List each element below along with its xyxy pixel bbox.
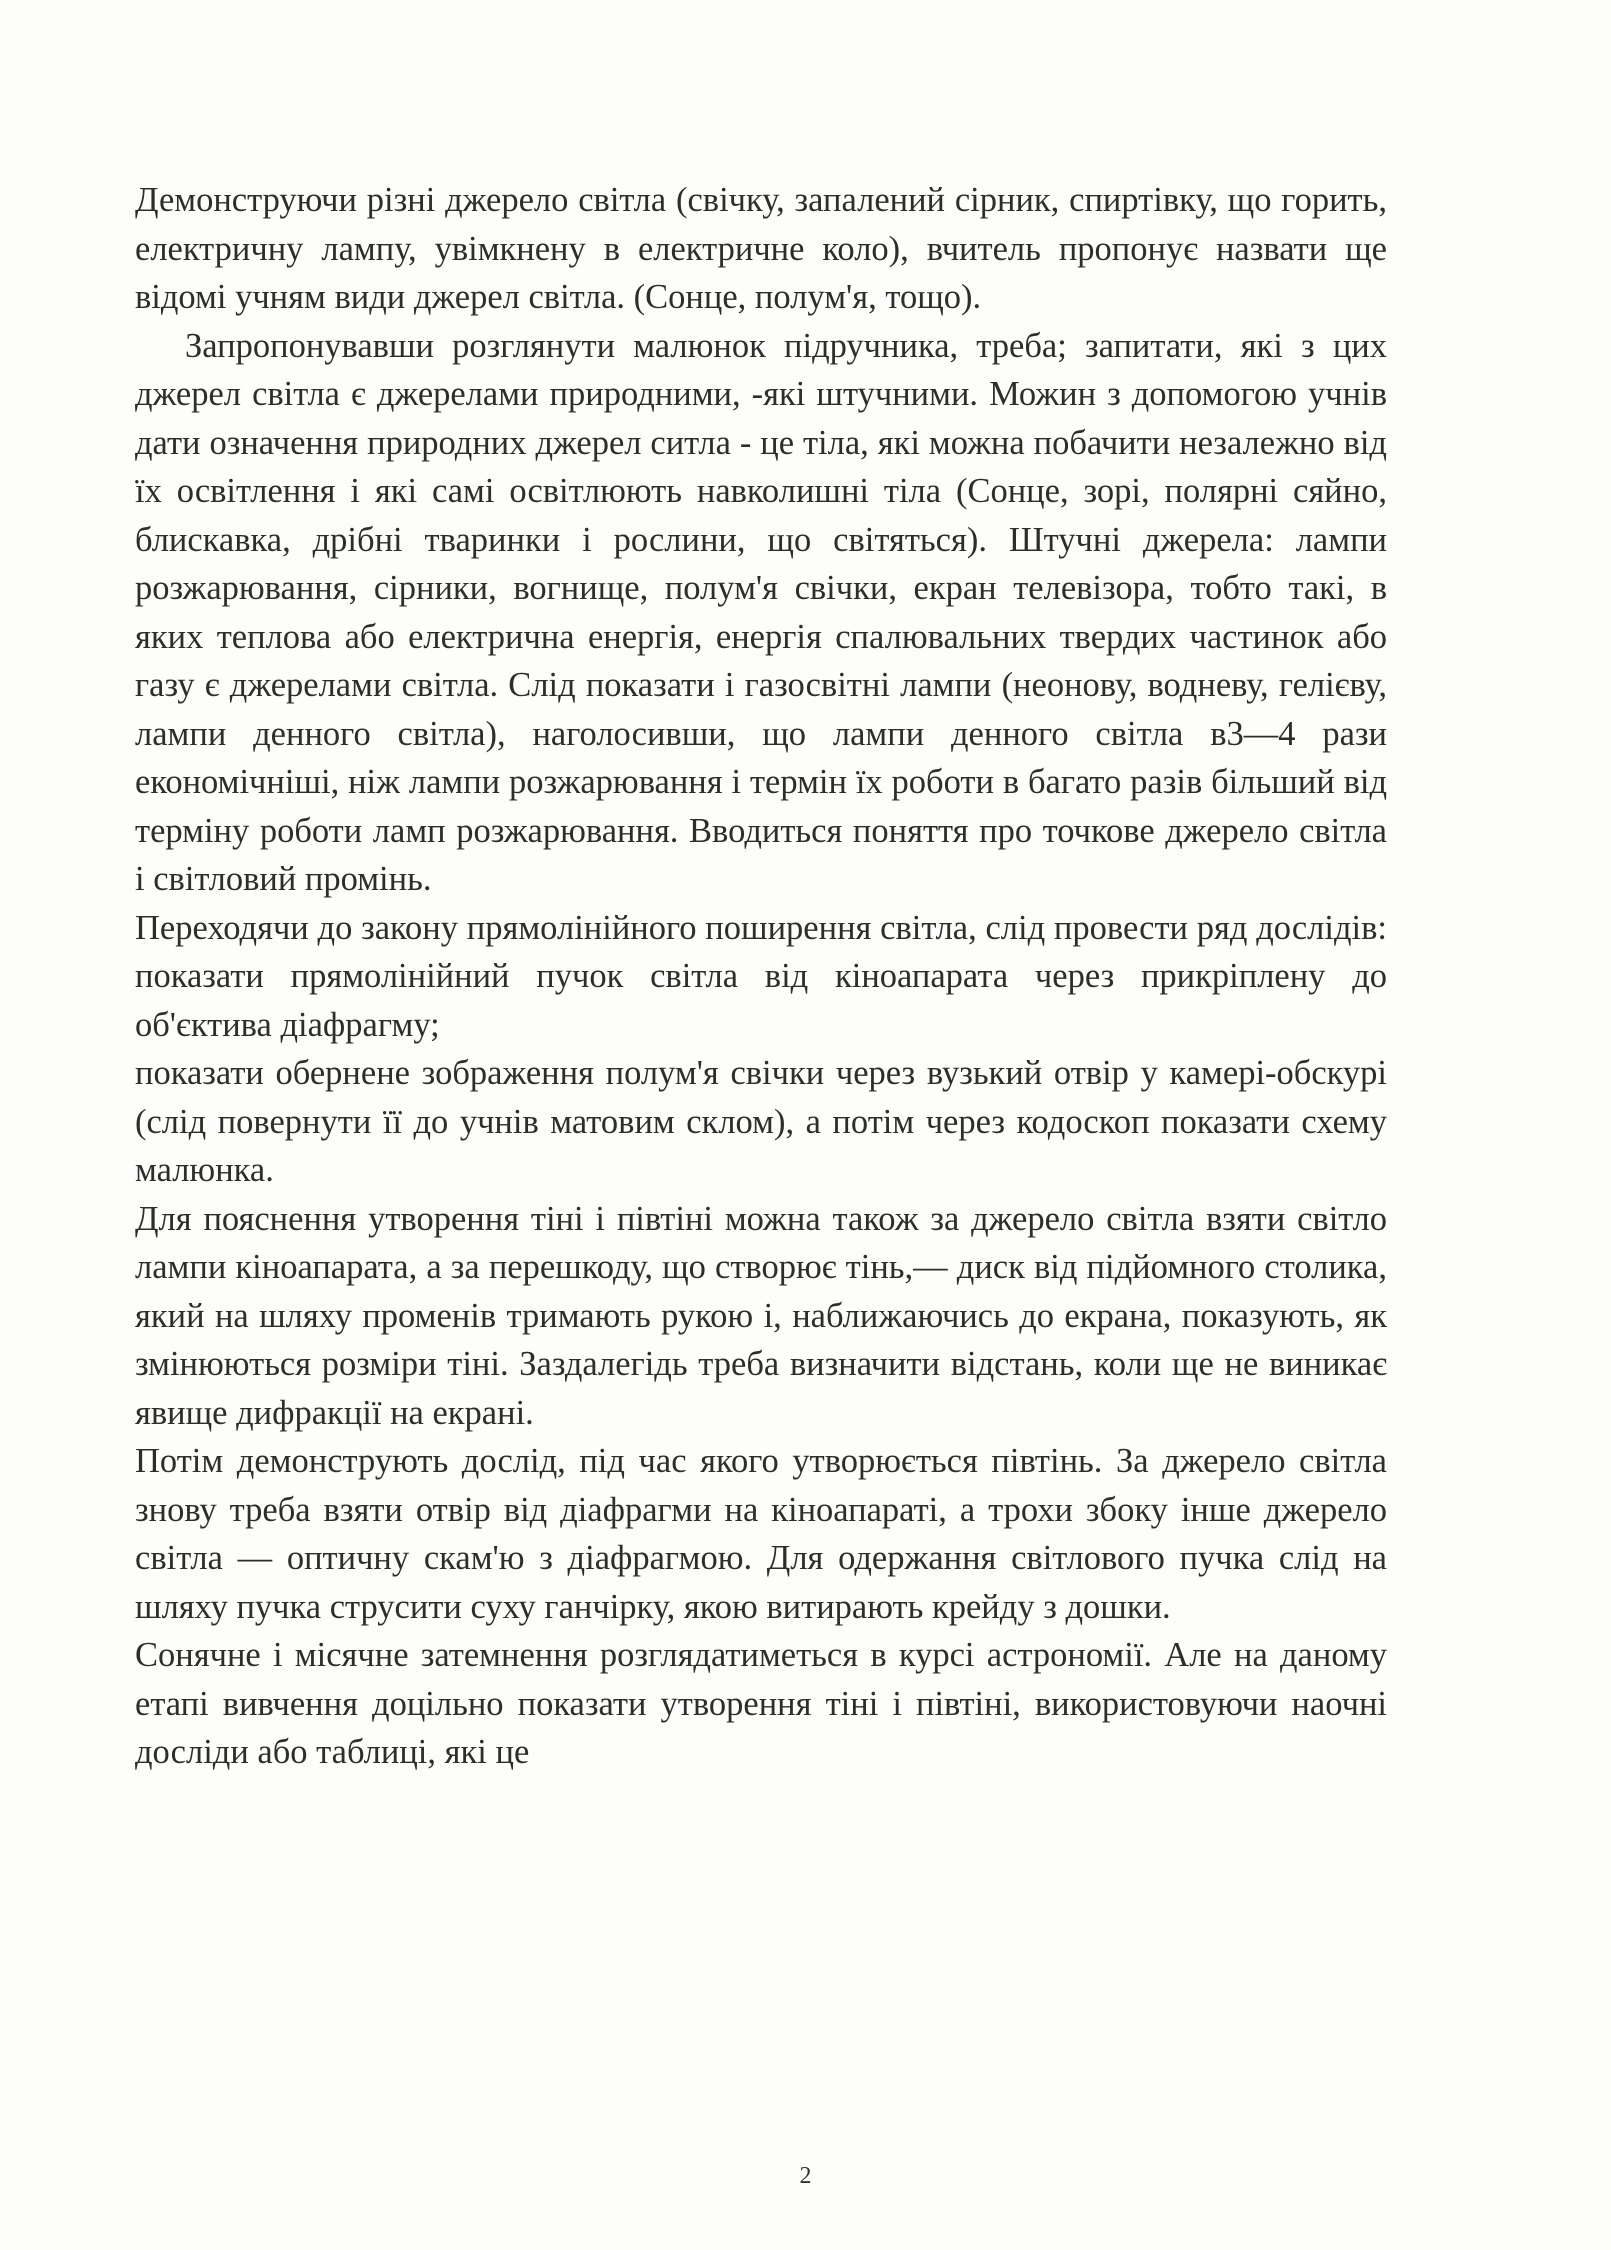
paragraph-light-sources-demo: Демонструючи різні джерело світла (свічку, запалений сірник, спиртівку, що горить, електричну лампу, увімкнену в електричне коло), вчитель пропонує назвати ще відомі учням види джерел світла. (Сонце, полум'я, тощо). xyxy=(135,181,1387,316)
paragraph-shadow-formation: Для пояснення утворення тіні і півтіні можна також за джерело світла взяти світло лампи кіноапарата, а за перешкоду, що створює тінь,— диск від підйомного столика, який на шляху променів тримають рукою і, наближаючись до екрана, показують, як змінюються розміри тіні. Заздалегідь треба визначити відстань, коли ще не виникає явище дифракції на екрані. xyxy=(135,1199,1387,1432)
paragraph-natural-artificial-sources: Запропонувавши розглянути малюнок підручника, треба; запитати, які з цих джерел світла є джерелами природними, -які штучними. Можин з допомогою учнів дати означення природних джерел ситла - це тіла, які можна побачити незалежно від їх освітлення і які самі освітлюють навколишні тіла (Сонце, зорі, полярні сяйно, блискавка, дрібні тваринки і рослини, що світяться). Штучні джерела: лампи розжарювання, сірники, вогнище, полум'я свічки, екран телевізора, тобто такі, в яких теплова або електрична енергія, енергія спалювальних твердих частинок або газу є джерелами світла. Слід показати і газосвітні лампи (неонову, водневу, гелієву, лампи денного світла), наголосивши, що лампи денного світла в3—4 рази економічніші, ніж лампи розжарювання і термін їх роботи в багато разів більший від терміну роботи ламп розжарювання. Вводиться поняття про точкове джерело світла і світловий промінь. xyxy=(135,326,1387,898)
paragraph-eclipses: Сонячне і місячне затемнення розглядатиметься в курсі астрономії. Але на даному етапі вивчення доцільно показати утворення тіні і півтіні, використовуючи наочні досліди або таблиці, які це xyxy=(135,1636,1387,1771)
paragraph-rectilinear-propagation: Переходячи до закону прямолінійного поширення світла, слід провести ряд дослідів: показати прямолінійний пучок світла від кіноапарата через прикріплену до об'єктива діафрагму; xyxy=(135,908,1387,1044)
page-number: 2 xyxy=(799,2163,812,2189)
document-body xyxy=(135,176,1387,1777)
paragraph-camera-obscura: показати обернене зображення полум'я свічки через вузький отвір у камері-обскурі (слід повернути її до учнів матовим склом), а потім через кодоскоп показати схему малюнка. xyxy=(135,1054,1387,1189)
paragraph-penumbra-experiment: Потім демонструють дослід, під час якого утворюється півтінь. За джерело світла знову треба взяти отвір від діафрагми на кіноапараті, а трохи збоку інше джерело світла — оптичну скам'ю з діафрагмою. Для одержання світлового пучка слід на шляху пучка струсити суху ганчірку, якою витирають крейду з дошки. xyxy=(135,1442,1387,1626)
